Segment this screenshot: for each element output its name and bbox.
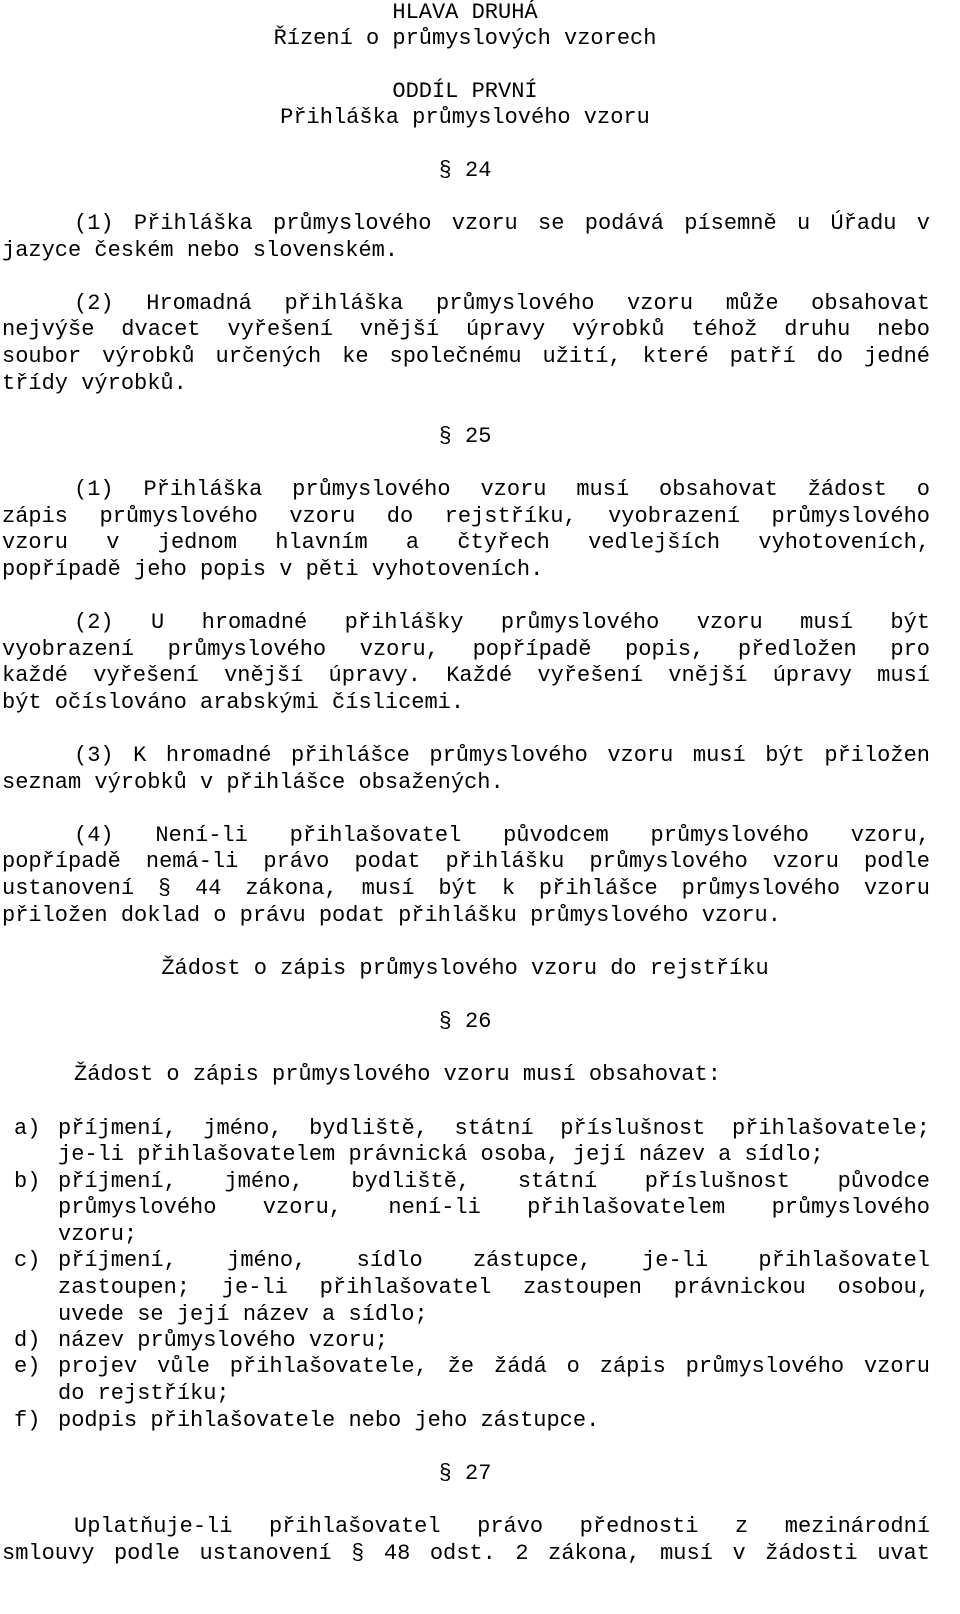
s25-p2-line-3: každé vyřešení vnější úpravy. Každé vyřešení vnější úpravy musí [2, 663, 930, 688]
s25-p2-line-4: být očíslováno arabskými číslicemi. [2, 690, 465, 715]
s25-p1-line-4: popřípadě jeho popis v pěti vyhotoveních. [2, 557, 544, 582]
part-heading: ODDÍL PRVNÍ [392, 79, 538, 104]
s26-intro: Žádost o zápis průmyslového vzoru musí obsahovat: [74, 1062, 721, 1087]
s24-p2-line-2: nejvýše dvacet vyřešení vnější úpravy výrobků téhož druhu nebo [2, 317, 930, 342]
list-item-line: projev vůle přihlašovatele, že žádá o zápis průmyslového vzoru [58, 1354, 930, 1379]
section-27-heading: § 27 [438, 1461, 492, 1486]
s25-p1-line-1: (1) Přihláška průmyslového vzoru musí obsahovat žádost o [74, 477, 930, 502]
s24-p2-line-1: (2) Hromadná přihláška průmyslového vzoru může obsahovat [74, 291, 930, 316]
list-item-line: příjmení, jméno, bydliště, státní příslušnost přihlašovatele; [58, 1116, 930, 1141]
s25-p4-line-1: (4) Není-li přihlašovatel původcem průmyslového vzoru, [74, 823, 930, 848]
list-item-letter: c) [14, 1248, 41, 1273]
list-item-line: příjmení, jméno, bydliště, státní příslušnost původce [58, 1169, 930, 1194]
list-item-letter: e) [14, 1354, 41, 1379]
s25-p3-line-1: (3) K hromadné přihlášce průmyslového vzoru musí být přiložen [74, 743, 930, 768]
s24-p2-line-3: soubor výrobků určených ke společnému užití, které patří do jedné [2, 344, 930, 369]
s25-p2-line-1: (2) U hromadné přihlášky průmyslového vzoru musí být [74, 610, 930, 635]
s25-p4-line-3: ustanovení § 44 zákona, musí být k přihlášce průmyslového vzoru [2, 876, 930, 901]
list-item-letter: a) [14, 1116, 41, 1141]
s25-p2-line-2: vyobrazení průmyslového vzoru, popřípadě popis, předložen pro [2, 637, 930, 662]
s25-p3-line-2: seznam výrobků v přihlášce obsažených. [2, 770, 504, 795]
s25-p1-line-3: vzoru v jednom hlavním a čtyřech vedlejších vyhotoveních, [2, 530, 930, 555]
part-title: Přihláška průmyslového vzoru [280, 105, 650, 130]
s27-p1-line-1: Uplatňuje-li přihlašovatel právo přednosti z mezinárodní [74, 1514, 930, 1539]
s25-p4-line-4: přiložen doklad o právu podat přihlášku průmyslového vzoru. [2, 903, 781, 928]
list-item-line: zastoupen; je-li přihlašovatel zastoupen právnickou osobou, [58, 1275, 930, 1300]
section-26-heading: § 26 [438, 1009, 492, 1034]
section-25-heading: § 25 [438, 424, 492, 449]
list-item-line: uvede se její název a sídlo; [58, 1302, 428, 1327]
s24-p1-line-2: jazyce českém nebo slovenském. [2, 238, 399, 263]
chapter-heading: HLAVA DRUHÁ [392, 0, 538, 25]
list-item-letter: f) [14, 1408, 41, 1433]
list-item-line: podpis přihlašovatele nebo jeho zástupce. [58, 1408, 600, 1433]
list-item-line: do rejstříku; [58, 1381, 230, 1406]
request-subheading: Žádost o zápis průmyslového vzoru do rejstříku [161, 956, 769, 981]
section-24-heading: § 24 [438, 158, 492, 183]
list-item-letter: b) [14, 1169, 41, 1194]
list-item-line: průmyslového vzoru, není-li přihlašovatelem průmyslového [58, 1195, 930, 1220]
s25-p1-line-2: zápis průmyslového vzoru do rejstříku, vyobrazení průmyslového [2, 504, 930, 529]
s24-p2-line-4: třídy výrobků. [2, 371, 187, 396]
list-item-letter: d) [14, 1328, 41, 1353]
s25-p4-line-2: popřípadě nemá-li právo podat přihlášku průmyslového vzoru podle [2, 849, 930, 874]
s24-p1-line-1: (1) Přihláška průmyslového vzoru se podává písemně u Úřadu v [74, 211, 930, 236]
chapter-title: Řízení o průmyslových vzorech [273, 26, 657, 51]
list-item-line: příjmení, jméno, sídlo zástupce, je-li přihlašovatel [58, 1248, 930, 1273]
list-item-line: je-li přihlašovatelem právnická osoba, její název a sídlo; [58, 1142, 824, 1167]
s27-p1-line-2: smlouvy podle ustanovení § 48 odst. 2 zákona, musí v žádosti uvat [2, 1541, 930, 1566]
list-item-line: vzoru; [58, 1222, 138, 1247]
list-item-line: název průmyslového vzoru; [58, 1328, 389, 1353]
